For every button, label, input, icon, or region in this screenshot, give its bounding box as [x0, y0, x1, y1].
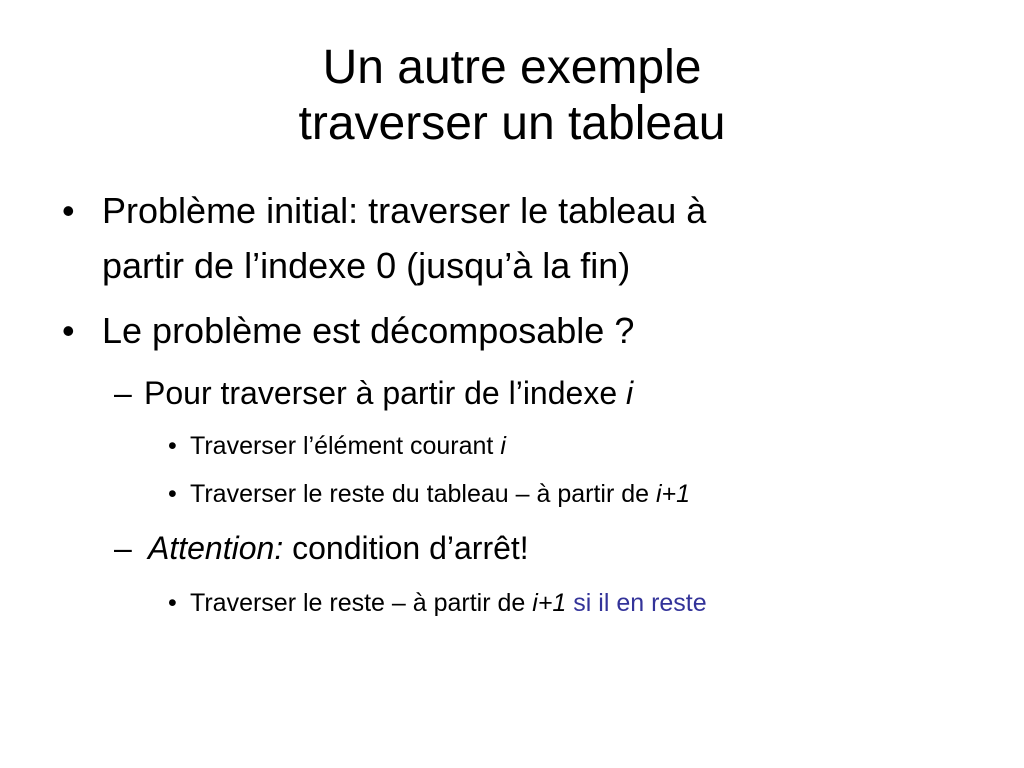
sub-bullet-1-var: i: [626, 375, 634, 411]
sub-sub-bullet-1b: [190, 480, 690, 509]
sub-sub-bullet-1b-var: i+1: [655, 480, 691, 508]
sub-sub-bullet-2a-marker: •: [168, 589, 177, 617]
sub-sub-bullet-2a-highlight: si il en reste: [566, 589, 707, 617]
sub-sub-bullet-1b-marker: •: [168, 480, 177, 508]
bullet-1-line-2: partir de l’indexe 0 (jusqu’à la fin): [102, 245, 631, 286]
sub-sub-bullet-1a-var: i: [500, 432, 506, 460]
sub-sub-bullet-1a: [190, 432, 506, 461]
sub-bullet-1-text: Pour traverser à partir de l’indexe: [144, 375, 626, 411]
sub-bullet-2-marker: –: [114, 530, 132, 566]
bullet-1-line-1: Problème initial: traverser le tableau à: [102, 190, 707, 231]
title-line-2: traverser un tableau: [298, 97, 726, 150]
sub-sub-bullet-2a-text: Traverser le reste – à partir de: [190, 589, 533, 617]
bullet-2-marker: •: [62, 310, 75, 351]
sub-bullet-2: [148, 530, 529, 567]
sub-bullet-2-italic: Attention:: [148, 530, 284, 566]
bullet-2-text: Le problème est décomposable ?: [102, 310, 635, 351]
bullet-1-marker: •: [62, 190, 75, 231]
sub-bullet-1-marker: –: [114, 375, 132, 411]
sub-bullet-2-text: condition d’arrêt!: [283, 530, 529, 566]
sub-sub-bullet-1b-text: Traverser le reste du tableau – à partir de: [190, 480, 656, 508]
title-line-1: Un autre exemple: [322, 41, 702, 94]
sub-sub-bullet-2a-var: i+1: [532, 589, 567, 617]
sub-sub-bullet-1a-marker: •: [168, 432, 177, 460]
sub-sub-bullet-1a-text: Traverser l’élément courant: [190, 432, 501, 460]
slide-title: [0, 40, 1024, 152]
sub-sub-bullet-2a: [190, 589, 707, 618]
sub-bullet-1: [144, 375, 633, 412]
